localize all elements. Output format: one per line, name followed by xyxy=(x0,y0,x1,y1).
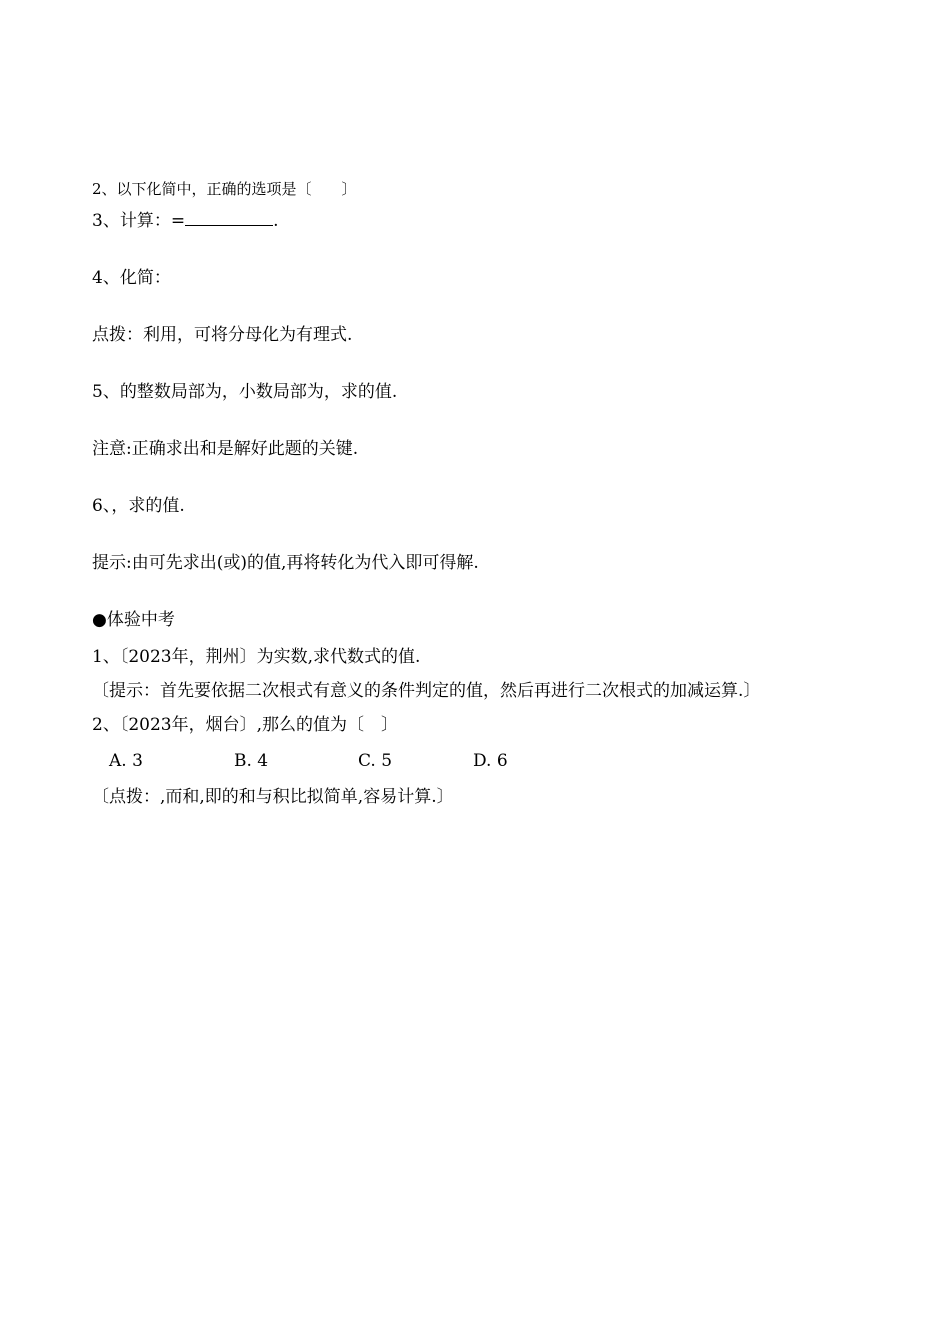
bullet-icon: ● xyxy=(92,610,107,630)
note-5: 注意:正确求出和是解好此题的关键. xyxy=(92,439,359,459)
question-6: 6、，求的值. xyxy=(92,496,185,516)
option-a[interactable]: A. 3 xyxy=(109,751,143,771)
hint-6: 提示:由可先求出(或)的值,再将转化为代入即可得解. xyxy=(92,553,479,573)
question-3 xyxy=(92,210,278,232)
question-5: 5、的整数局部为，小数局部为，求的值. xyxy=(92,382,398,402)
option-d[interactable]: D. 6 xyxy=(473,751,508,771)
exam-question-1: 1、〔2023年，荆州〕为实数,求代数式的值. xyxy=(92,647,421,667)
question-3-suffix: . xyxy=(273,211,279,231)
question-3-prefix: 3、计算：= xyxy=(92,211,186,231)
question-4: 4、化简： xyxy=(92,268,171,288)
section-heading xyxy=(92,609,175,631)
answer-blank[interactable] xyxy=(185,211,273,226)
exam-question-1-hint: 〔提示：首先要依据二次根式有意义的条件判定的值，然后再进行二次根式的加减运算.〕 xyxy=(92,681,761,701)
question-2: 2、以下化简中，正确的选项是〔 〕 xyxy=(92,180,357,198)
hint-4: 点拨：利用，可将分母化为有理式. xyxy=(92,325,353,345)
exam-question-2-hint: 〔点拨：,而和,即的和与积比拟简单,容易计算.〕 xyxy=(92,787,454,807)
exam-question-2: 2、〔2023年，烟台〕,那么的值为〔 〕 xyxy=(92,715,398,735)
option-c[interactable]: C. 5 xyxy=(358,751,393,771)
answer-options xyxy=(92,750,592,772)
option-b[interactable]: B. 4 xyxy=(234,751,269,771)
section-title: 体验中考 xyxy=(106,610,175,630)
